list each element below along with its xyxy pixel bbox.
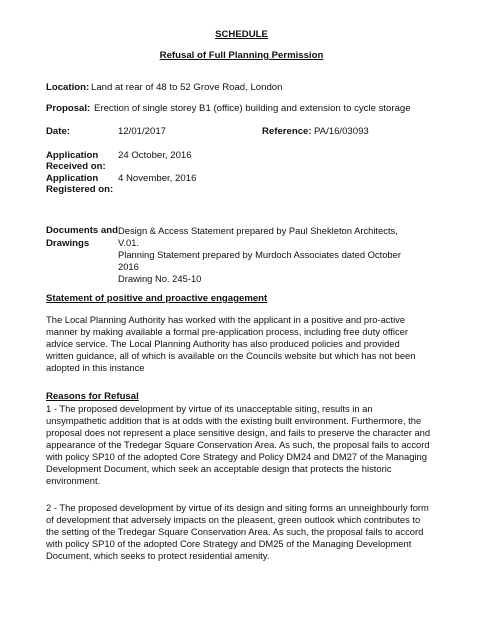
proposal-label: Proposal: bbox=[46, 103, 91, 114]
documents-label-line1: Documents and bbox=[46, 225, 118, 236]
subtitle: Refusal of Full Planning Permission bbox=[159, 50, 324, 61]
reasons-heading: Reasons for Refusal bbox=[46, 391, 139, 402]
paragraph-line: 1 - The proposed development by virtue of its unacceptable siting, results in an bbox=[46, 403, 373, 414]
date-label: Date: bbox=[46, 126, 70, 137]
application-received-label-line2: Received on: bbox=[46, 161, 106, 172]
paragraph-line: of development that adversely impacts on the pleasent, green outlook which contributes to bbox=[46, 514, 421, 525]
location-label: Location: bbox=[46, 82, 90, 93]
documents-list bbox=[118, 225, 448, 285]
application-received-value: 24 October, 2016 bbox=[118, 150, 192, 161]
document-line: Planning Statement prepared by Murdoch Associates dated October bbox=[118, 249, 401, 260]
paragraph-line: The Local Planning Authority has worked with the applicant in a positive and pro-active bbox=[46, 314, 406, 325]
document-line: V.01. bbox=[118, 237, 140, 248]
engagement-paragraph bbox=[46, 314, 441, 374]
reason-2-paragraph bbox=[46, 502, 441, 562]
paragraph-line: Document, which seeks to protect residential amenity. bbox=[46, 550, 270, 561]
application-registered-label-line1: Application bbox=[46, 173, 99, 184]
paragraph-line: environment. bbox=[46, 475, 101, 486]
paragraph-line: with policy SP10 of the adopted Core Strategy and Policy DM24 and DM27 of the Managing bbox=[46, 451, 427, 462]
paragraph-line: 2 - The proposed development by virtue of its design and siting forms an unneighbourly form bbox=[46, 502, 429, 513]
paragraph-line: appearance of the Tredegar Square Conservation Area. As such, the proposal fails to accord bbox=[46, 439, 430, 450]
application-registered-label-line2: Registered on: bbox=[46, 184, 114, 195]
paragraph-line: the setting of the Tredegar Square Conservation Area. As such, the proposal fails to accord bbox=[46, 526, 424, 537]
reference-value: PA/16/03093 bbox=[314, 126, 369, 137]
paragraph-line: unsympathetic addition that is at odds with the existing built environment. Furthermore, the bbox=[46, 415, 422, 426]
paragraph-line: with policy SP10 of the adopted Core Strategy and DM25 of the Managing Development bbox=[46, 538, 412, 549]
application-registered-value: 4 November, 2016 bbox=[118, 173, 197, 184]
paragraph-line: adopted in this instance bbox=[46, 362, 145, 373]
engagement-heading: Statement of positive and proactive engagement bbox=[46, 293, 268, 304]
document-line: 2016 bbox=[118, 261, 139, 272]
paragraph-line: proposal does not represent a place sensitive design, and fails to preserve the character and bbox=[46, 427, 431, 438]
document-line: Drawing No. 245-10 bbox=[118, 273, 202, 284]
schedule-title: SCHEDULE bbox=[215, 29, 268, 40]
documents-label-line2: Drawings bbox=[46, 238, 90, 249]
paragraph-line: written guidance, all of which is available on the Councils website but which has not been bbox=[46, 350, 416, 361]
proposal-value: Erection of single storey B1 (office) building and extension to cycle storage bbox=[94, 103, 411, 114]
paragraph-line: manner by making available a formal pre-application process, including free duty officer bbox=[46, 326, 408, 337]
paragraph-line: Development Document, which seek an acceptable design that protects the historic bbox=[46, 463, 392, 474]
date-value: 12/01/2017 bbox=[118, 126, 167, 137]
reason-1-paragraph bbox=[46, 403, 441, 487]
location-value: Land at rear of 48 to 52 Grove Road, London bbox=[91, 82, 283, 93]
paragraph-line: advice service. The Local Planning Authority has also produced policies and provided bbox=[46, 338, 400, 349]
application-received-label-line1: Application bbox=[46, 150, 99, 161]
document-line: Design & Access Statement prepared by Paul Shekleton Architects, bbox=[118, 225, 398, 236]
reference-label: Reference: bbox=[262, 126, 312, 137]
